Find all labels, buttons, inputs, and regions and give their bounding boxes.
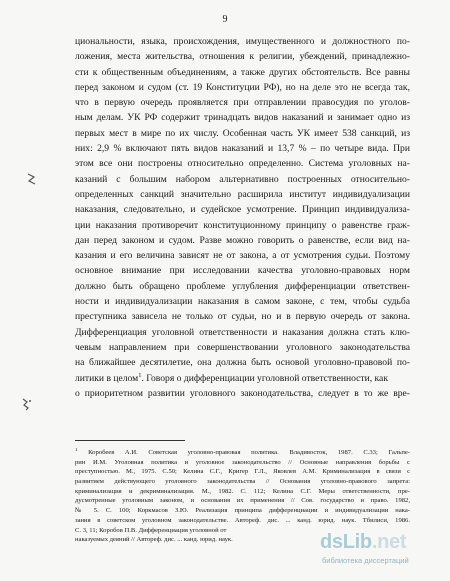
body-line: казания и его величина зависят не от закона, а от усмотрения судьи. Поэтому (75, 250, 410, 262)
footnote-line-text: Коробеев А.И. Советская уголовно-правовая политика. Владивосток, 1987. С.33; Гальпе- (77, 449, 410, 456)
margin-scribble-icon (26, 172, 38, 189)
footnote-mark: 1 (75, 448, 78, 453)
page-number: 9 (222, 14, 228, 25)
footnote-line: дусмотренные уголовным законом, и основания их применения // Сов. государство и право. 1982, (75, 497, 410, 505)
dslib-subtitle: библиотека диссертаций (322, 556, 409, 565)
footnote-reference[interactable]: 1 (138, 371, 142, 379)
body-line: должно быть обращено проблеме углубления дифференциации ответствен- (75, 280, 410, 292)
footnote-separator (75, 440, 185, 441)
body-text (75, 34, 410, 401)
body-line: на ближайшее десятилетие, она должна быть основой уголовно-правовой по- (75, 357, 410, 369)
footnote-line: наказуемых деяний // Автореф. дис. ... канд. юрид. наук. (75, 536, 233, 544)
footnote-line: рин И.М. Уголовная политика и уголовное законодательство // Основные направления борьбы с (75, 458, 410, 466)
body-line: ным делам. УК РФ содержит тринадцать видов наказаний и занимает одно из (75, 112, 410, 124)
body-line: ложения, места жительства, отношения к религии, убеждений, принадлежно- (75, 51, 410, 63)
body-line: сти к общественным объединениям, а также других обстоятельств. Все равны (75, 66, 410, 78)
body-line: чевым направлением при совершенствовании уголовного законодательства (75, 341, 410, 353)
body-line: определенных санкций значительно расширила институт индивидуализации (75, 188, 410, 200)
body-line (75, 371, 410, 386)
body-line-start: литики в целом (75, 372, 139, 384)
footnote-line: С. 3, 11; Коробов П.В. Дифференциация уголовной от (75, 526, 227, 534)
footnote-line (75, 448, 410, 458)
body-line: перед законом и судом (ст. 19 Конституции РФ), но на деле это не всегда так, (75, 81, 410, 93)
footnote-line: № 5. С. 100; Коркмасов З.Ю. Реализация принципа дифференциации и индивидуализации нака- (75, 507, 410, 515)
body-line: наказания, следовательно, и судейское усмотрение. Принцип индивидуализа- (75, 204, 410, 216)
body-line: казаний с большим набором альтернативно построенных относительно- (75, 173, 410, 185)
footnote-line: зания в советском уголовном законодательстве. Автореф. дис. ... канд. юрид. наук. Тбилиси, 1986. (75, 516, 410, 524)
body-line: преступника зависела не только от судьи, но и в первую очередь от закона. (75, 311, 410, 323)
body-line: них: 2,9 % включают пять видов наказаний и 13,7 % – по четыре вида. При (75, 143, 410, 155)
body-line: что в первую очередь проявляется при отправлении правосудия по уголов- (75, 97, 410, 109)
body-line: циональности, языка, происхождения, имущественного и должностного по- (75, 36, 410, 47)
body-line: дан перед законом и судом. Разве можно говорить о равенстве, если вид на- (75, 234, 410, 246)
footnote-line: криминализация и декриминализация. М., 1982. С. 112; Келина С.Г. Меры ответственности, пре- (75, 487, 410, 495)
body-line-end: . Говоря о дифференциации уголовной ответственности, как (141, 372, 388, 384)
dslib-logo: dsLib.net (320, 531, 407, 553)
body-line: о приоритетном развитии уголовного законодательства, следует в то же вре- (75, 387, 410, 399)
body-line: Дифференциация уголовной ответственности и наказания должна стать клю- (75, 326, 410, 338)
footnote-line: развитием действующего уголовного законодательства // Основания уголовно-правового запрета: (75, 478, 410, 486)
margin-scribble-icon (20, 396, 34, 415)
body-line: ности и индивидуализации наказания в самом законе, с тем, чтобы судьба (75, 296, 410, 308)
body-line: первых мест в мире по их числу. Особенная часть УК имеет 538 санкций, из (75, 127, 410, 139)
footnote-line: преступностью. М., 1975. С.50; Келина С.Г., Кригер Г.Л., Яковлев А.М. Криминализация в связи с (75, 468, 410, 476)
body-line: ции наказания противоречит конституционному принципу о равенстве граж- (75, 219, 410, 231)
dslib-watermark (320, 531, 432, 571)
body-line: этом все они построены относительно определенно. Система уголовных на- (75, 158, 410, 170)
body-line: основное внимание при исследовании качества уголовно-правовых норм (75, 265, 410, 277)
